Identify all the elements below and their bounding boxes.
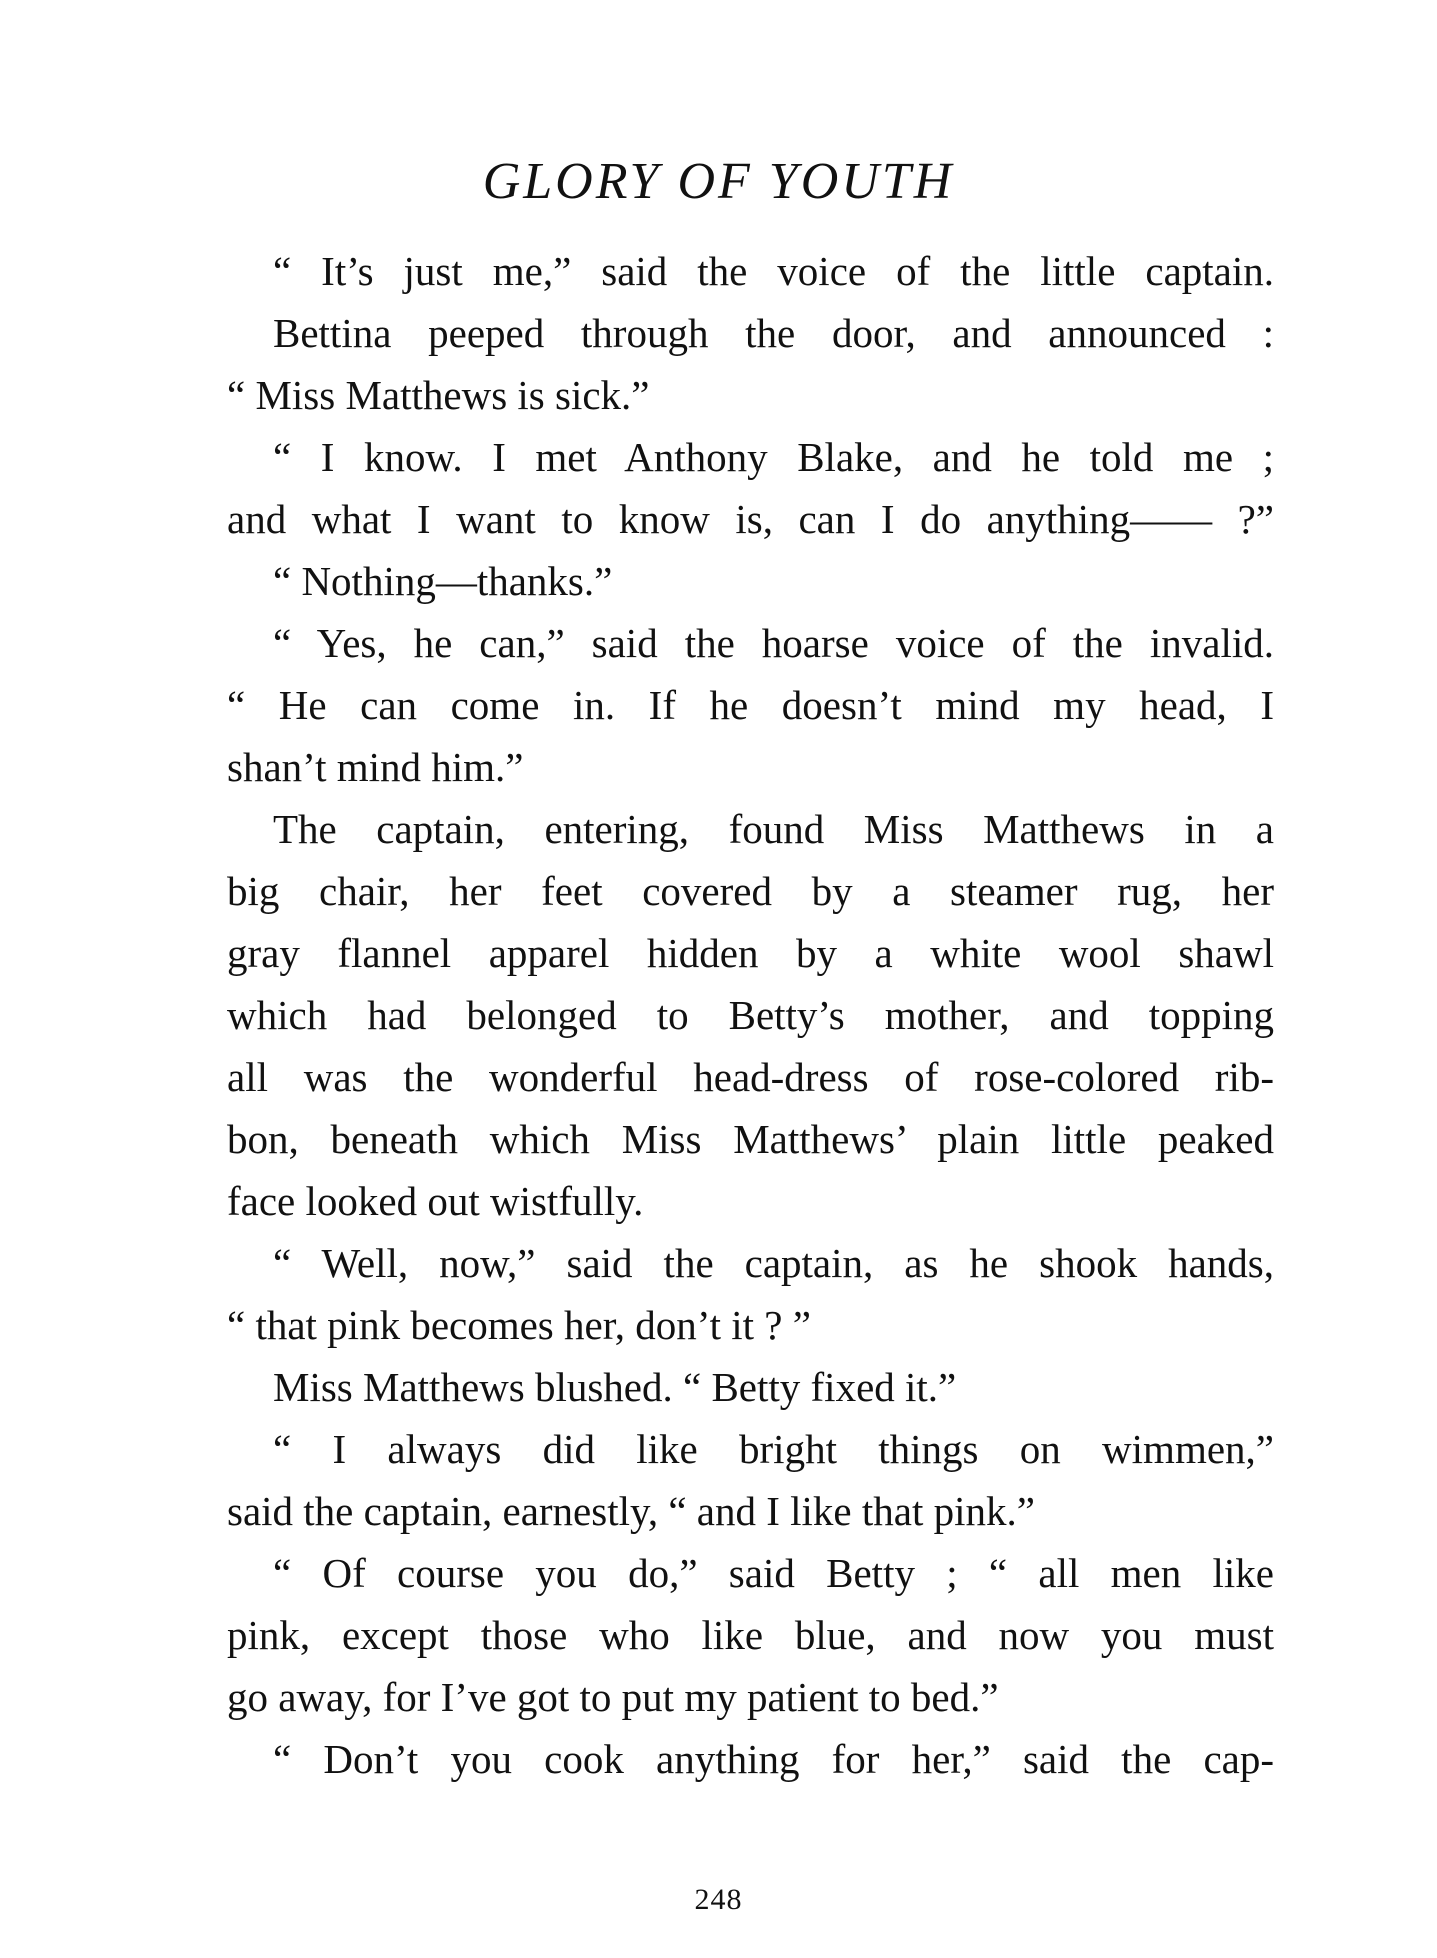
text-line: “ I know. I met Anthony Blake, and he told me ; [273, 434, 1274, 480]
text-line: “ Yes, he can,” said the hoarse voice of the invalid. [273, 620, 1274, 666]
text-line: “ Don’t you cook anything for her,” said the cap- [273, 1736, 1274, 1782]
text-line: big chair, her feet covered by a steamer rug, her [227, 868, 1274, 914]
text-line: “ He can come in. If he doesn’t mind my head, I [227, 682, 1274, 728]
text-line: The captain, entering, found Miss Matthews in a [273, 806, 1274, 852]
text-line: “ that pink becomes her, don’t it ? ” [227, 1302, 811, 1348]
running-title: GLORY OF YOUTH [482, 153, 955, 210]
text-line: Miss Matthews blushed. “ Betty fixed it.” [273, 1364, 957, 1410]
text-line: “ Nothing—thanks.” [273, 558, 613, 604]
page-number: 248 [694, 1883, 743, 1916]
text-line: go away, for I’ve got to put my patient to bed.” [227, 1674, 999, 1720]
text-line: “ Well, now,” said the captain, as he shook hands, [273, 1240, 1274, 1286]
text-line: and what I want to know is, can I do anything—— ?” [227, 496, 1274, 542]
text-line: pink, except those who like blue, and now you must [227, 1612, 1274, 1658]
text-line: gray flannel apparel hidden by a white wool shawl [227, 930, 1274, 976]
text-line: “ Miss Matthews is sick.” [227, 372, 650, 418]
text-line: bon, beneath which Miss Matthews’ plain little peaked [227, 1116, 1274, 1162]
text-line: “ It’s just me,” said the voice of the little captain. [273, 248, 1274, 294]
text-line: Bettina peeped through the door, and announced : [273, 310, 1274, 356]
text-line: “ I always did like bright things on wimmen,” [273, 1426, 1274, 1472]
body-text [227, 240, 1274, 1790]
text-line: “ Of course you do,” said Betty ; “ all men like [273, 1550, 1274, 1596]
text-line: shan’t mind him.” [227, 744, 524, 790]
text-line: all was the wonderful head-dress of rose-colored rib- [227, 1054, 1274, 1100]
text-line: which had belonged to Betty’s mother, and topping [227, 992, 1274, 1038]
text-line: face looked out wistfully. [227, 1178, 644, 1224]
text-line: said the captain, earnestly, “ and I like that pink.” [227, 1488, 1035, 1534]
